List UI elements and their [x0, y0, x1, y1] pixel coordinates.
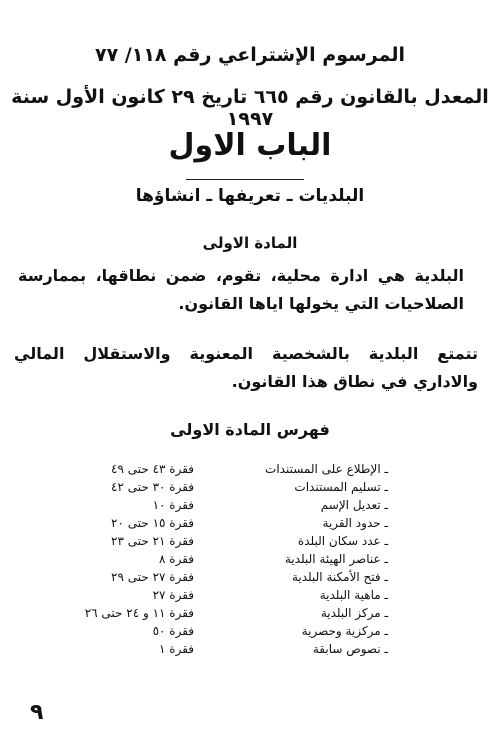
index-entry-ref: فقرة ٤٣ حتى ٤٩ [111, 462, 194, 476]
index-row [0, 642, 500, 660]
index-entry-ref: فقرة ٣٠ حتى ٤٢ [111, 480, 194, 494]
chapter-heading: الباب الاول [168, 128, 332, 163]
index-row [0, 516, 500, 534]
index-title: فهرس المادة الاولى [170, 420, 330, 439]
paragraph-definition: البلدية هي ادارة محلية، تقوم، ضمن نطاقها، بممارسة الصلاحيات التي يخولها اياها القانون. [18, 266, 464, 313]
index-entry-ref: فقرة ١٥ حتى ٢٠ [111, 516, 194, 530]
index-row [0, 570, 500, 588]
index-entry-ref: فقرة ١ [159, 642, 194, 656]
index-entry-name: ـ عناصر الهيئة البلدية [284, 552, 388, 566]
index-row [0, 498, 500, 516]
index-row [0, 462, 500, 480]
index-entry-name: ـ تسليم المستندات [294, 480, 388, 494]
index-entry-ref: فقرة ٢١ حتى ٢٣ [111, 534, 194, 548]
index-entry-ref: فقرة ١١ و ٢٤ حتى ٢٦ [84, 606, 194, 620]
index-entry-name: ـ عدد سكان البلدة [297, 534, 388, 548]
chapter-subtitle: البلديات ـ تعريفها ـ انشاؤها [135, 186, 365, 206]
index-entry-ref: فقرة ٢٧ [152, 588, 194, 602]
index-row [0, 480, 500, 498]
index-entry-ref: فقرة ٥٠ [152, 624, 194, 638]
page-number: ٩ [30, 700, 44, 725]
index-row [0, 534, 500, 552]
index-row [0, 606, 500, 624]
index-entry-ref: فقرة ٢٧ حتى ٢٩ [111, 570, 194, 584]
index-entry-name: ـ مركزية وحصرية [301, 624, 388, 638]
index-row [0, 624, 500, 642]
paragraph-legal-personality: تتمتع البلدية بالشخصية المعنوية والاستقلال المالي والاداري في نطاق هذا القانون. [14, 344, 478, 391]
amendment-line: المعدل بالقانون رقم ٦٦٥ تاريخ ٢٩ كانون الأول سنة ١٩٩٧ [11, 86, 489, 130]
index-row [0, 588, 500, 606]
index-row [0, 552, 500, 570]
index-entry-name: ـ نصوص سابقة [312, 642, 388, 656]
index-entry-ref: فقرة ١٠ [152, 498, 194, 512]
index-entry-name: ـ ماهية البلدية [319, 588, 388, 602]
divider [186, 179, 304, 180]
article-heading: المادة الاولى [202, 234, 298, 252]
index-entry-name: ـ تعديل الإسم [320, 498, 388, 512]
index-entry-name: ـ مركز البلدية [320, 606, 388, 620]
index-entry-name: ـ حدود القرية [322, 516, 388, 530]
index-entry-name: ـ فتح الأمكنة البلدية [291, 570, 388, 584]
decree-title: المرسوم الإشتراعي رقم ١١٨/ ٧٧ [94, 44, 406, 66]
index-entry-name: ـ الإطلاع على المستندات [265, 462, 388, 476]
index-entry-ref: فقرة ٨ [159, 552, 194, 566]
